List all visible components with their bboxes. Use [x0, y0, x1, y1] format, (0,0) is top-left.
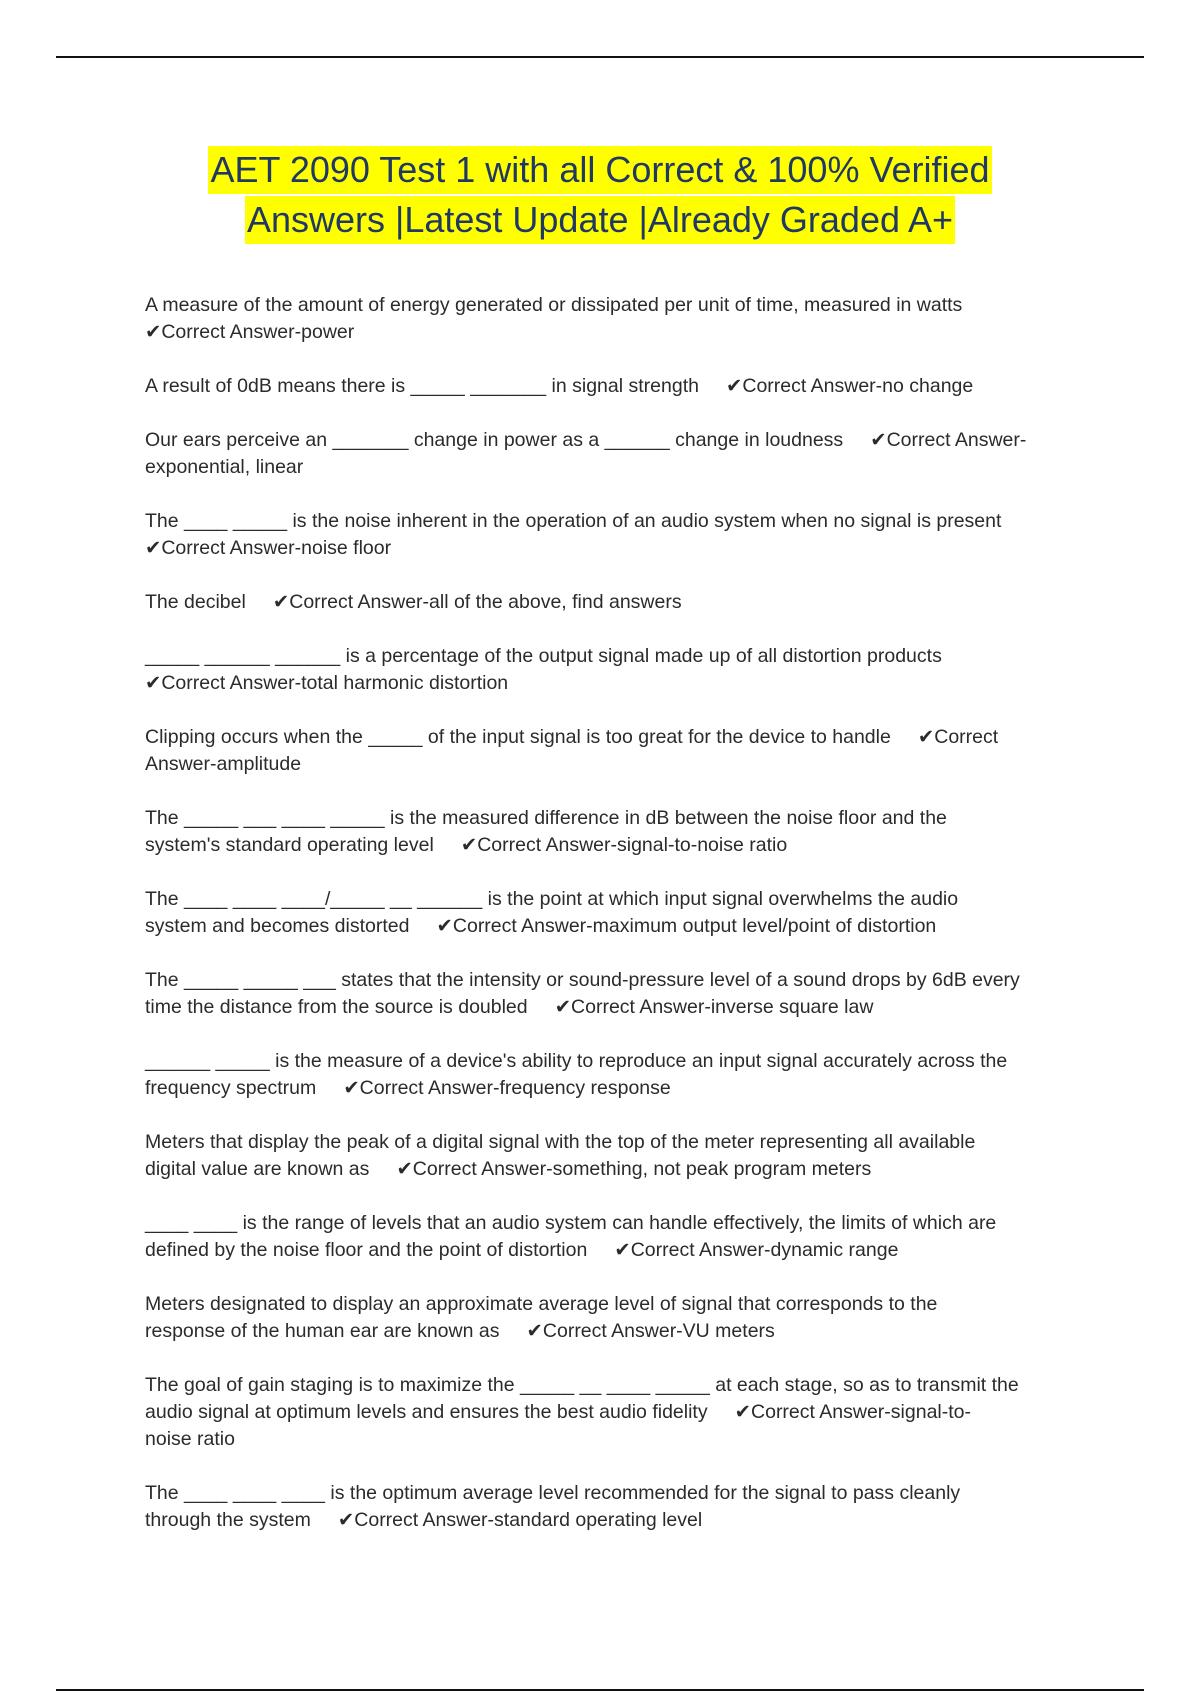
qa-item [145, 589, 1060, 616]
qa-item [145, 1372, 1060, 1453]
qa-line1: The ____ _____ is the noise inherent in the operation of an audio system when no signal is present [145, 510, 1002, 532]
qa-item [145, 292, 1060, 346]
qa-line1: ______ _____ is the measure of a device's ability to reproduce an input signal accurately across the [145, 1050, 1008, 1072]
qa-line1: A result of 0dB means there is _____ _______ in signal strength ✔Correct Answer-no change [145, 375, 974, 397]
qa-line1: The _____ ___ ____ _____ is the measured difference in dB between the noise floor and the [145, 807, 947, 829]
qa-item [145, 1210, 1060, 1264]
qa-line2: time the distance from the source is doubled ✔Correct Answer-inverse square law [145, 996, 874, 1018]
qa-item [145, 1129, 1060, 1183]
qa-line1: Meters designated to display an approximate average level of signal that corresponds to the [145, 1293, 938, 1315]
footer-rule [56, 1689, 1144, 1691]
qa-line1: The ____ ____ ____ is the optimum average level recommended for the signal to pass cleanly [145, 1482, 961, 1504]
qa-item [145, 1291, 1060, 1345]
qa-line2: ✔Correct Answer-power [145, 321, 355, 343]
qa-line1: The decibel ✔Correct Answer-all of the above, find answers [145, 591, 682, 613]
qa-line2: frequency spectrum ✔Correct Answer-frequency response [145, 1077, 671, 1099]
qa-item [145, 373, 1060, 400]
qa-line2: ✔Correct Answer-total harmonic distortion [145, 672, 509, 694]
qa-item [145, 508, 1060, 562]
document-title [0, 146, 1200, 246]
qa-line3: noise ratio [145, 1428, 235, 1450]
qa-line1: The _____ _____ ___ states that the intensity or sound-pressure level of a sound drops by 6dB every [145, 969, 1020, 991]
qa-line1: Our ears perceive an _______ change in power as a ______ change in loudness ✔Correct Answer- [145, 429, 1027, 451]
qa-item [145, 643, 1060, 697]
qa-line2: system and becomes distorted ✔Correct Answer-maximum output level/point of distortion [145, 915, 937, 937]
qa-line1: _____ ______ ______ is a percentage of the output signal made up of all distortion products [145, 645, 942, 667]
qa-line1: The goal of gain staging is to maximize the _____ __ ____ _____ at each stage, so as to transmit the [145, 1374, 1019, 1396]
qa-item [145, 1048, 1060, 1102]
qa-item [145, 427, 1060, 481]
qa-item [145, 805, 1060, 859]
qa-line2: response of the human ear are known as ✔Correct Answer-VU meters [145, 1320, 775, 1342]
qa-line2: system's standard operating level ✔Correct Answer-signal-to-noise ratio [145, 834, 788, 856]
qa-line2: exponential, linear [145, 456, 304, 478]
header-rule [56, 56, 1144, 58]
qa-line2: ✔Correct Answer-noise floor [145, 537, 392, 559]
qa-line1: Meters that display the peak of a digital signal with the top of the meter representing all available [145, 1131, 976, 1153]
qa-item [145, 1480, 1060, 1534]
qa-line2: audio signal at optimum levels and ensures the best audio fidelity ✔Correct Answer-signal-to- [145, 1401, 971, 1423]
qa-item [145, 724, 1060, 778]
qa-list [145, 292, 1060, 1561]
qa-line2: defined by the noise floor and the point of distortion ✔Correct Answer-dynamic range [145, 1239, 899, 1261]
qa-line1: A measure of the amount of energy generated or dissipated per unit of time, measured in watts [145, 294, 963, 316]
qa-line1: Clipping occurs when the _____ of the input signal is too great for the device to handle ✔Correct [145, 726, 999, 748]
qa-item [145, 886, 1060, 940]
qa-line1: The ____ ____ ____/_____ __ ______ is the point at which input signal overwhelms the audio [145, 888, 959, 910]
qa-item [145, 967, 1060, 1021]
qa-line1: ____ ____ is the range of levels that an audio system can handle effectively, the limits of which are [145, 1212, 997, 1234]
qa-line2: through the system ✔Correct Answer-standard operating level [145, 1509, 703, 1531]
qa-line2: Answer-amplitude [145, 753, 302, 775]
title-line-2: Answers |Latest Update |Already Graded A+ [245, 196, 955, 244]
qa-line2: digital value are known as ✔Correct Answer-something, not peak program meters [145, 1158, 872, 1180]
title-line-1: AET 2090 Test 1 with all Correct & 100% Verified [208, 146, 991, 194]
